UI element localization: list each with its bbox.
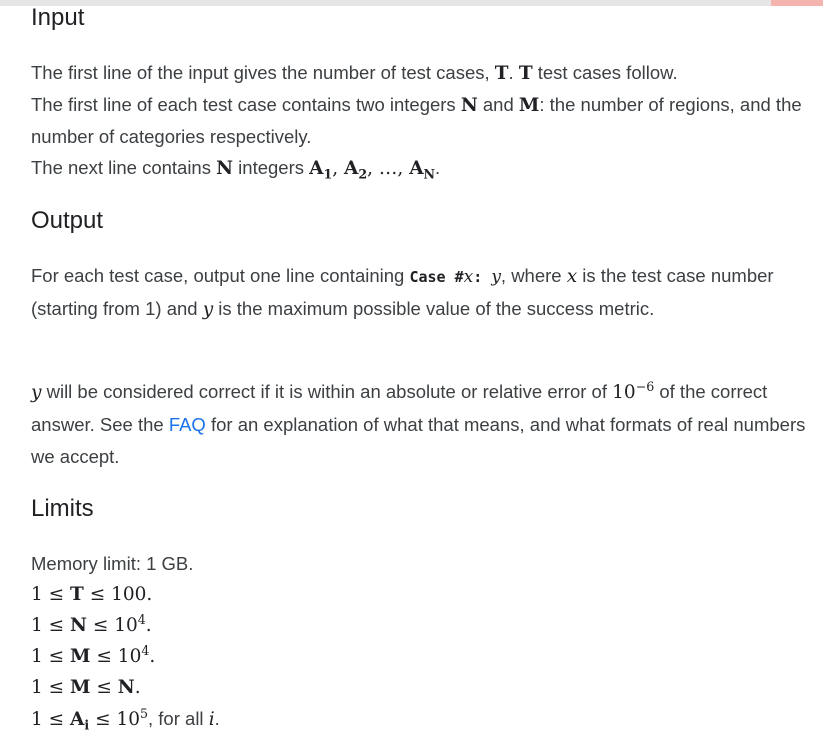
tolerance-description [31,376,806,473]
limit-M-N: 1 ≤ M ≤ N. [31,677,141,698]
output-p1-pre: For each test case, output one line containing [31,265,410,286]
input-line1-pre: The first line of the input gives the number of test cases, [31,62,495,83]
var-x: x [566,266,578,287]
faq-link[interactable]: FAQ [168,414,206,435]
input-description [31,57,806,184]
top-accent-strip [771,0,823,6]
var-N: N [460,95,478,116]
input-heading: Input [31,4,85,31]
output-p1-mid2: is the test case number (starting from 1) and [31,265,774,319]
output-description [31,260,806,326]
output-p2-pre: will be considered correct if it is within an absolute or relative error of [41,381,613,402]
limits-heading: Limits [31,495,94,522]
memory-limit: Memory limit: 1 GB. [31,553,194,574]
input-line1-post: test cases follow. [532,62,678,83]
var-T: T [494,63,509,84]
input-line3-mid: integers [233,157,310,178]
input-line2-post: : the number of regions, and the number of categories respectively. [31,94,802,147]
input-line2-and: and [477,94,519,115]
limit-N: $1 \le N \le 10^4$. [31,611,152,636]
case-code: Case #x: y [409,267,501,287]
var-y-2: y [31,382,42,403]
input-line3-pre: The next line contains [31,157,217,178]
output-p1-mid: , where [500,265,567,286]
var-M: M [518,95,540,116]
limit-A: $1 \le A_i \le 10^5$, for all i. [31,705,220,733]
var-N-2: N [216,158,234,179]
limit-T: 1 ≤ T ≤ 100. [31,584,153,605]
input-line3-post: . [435,157,441,178]
var-T-2: T [518,63,533,84]
input-line2-pre: The first line of each test case contains two integers [31,94,461,115]
output-p1-post: is the maximum possible value of the success metric. [213,298,655,319]
limits-list [31,548,806,735]
output-p2-mid: of the correct answer. See the [31,381,768,435]
sequence-A: $A_1$, $A_2$, …, $A_N$ [309,158,436,182]
input-line1-mid: . [508,62,519,83]
limit-M: $1 \le M \le 10^4$. [31,642,156,667]
tolerance-value: $10^{-6}$ [612,378,655,403]
top-scroll-bar [0,0,823,6]
output-heading: Output [31,207,104,234]
output-p2-post: for an explanation of what that means, and what formats of real numbers we accept. [31,414,806,467]
var-y: y [202,299,214,320]
